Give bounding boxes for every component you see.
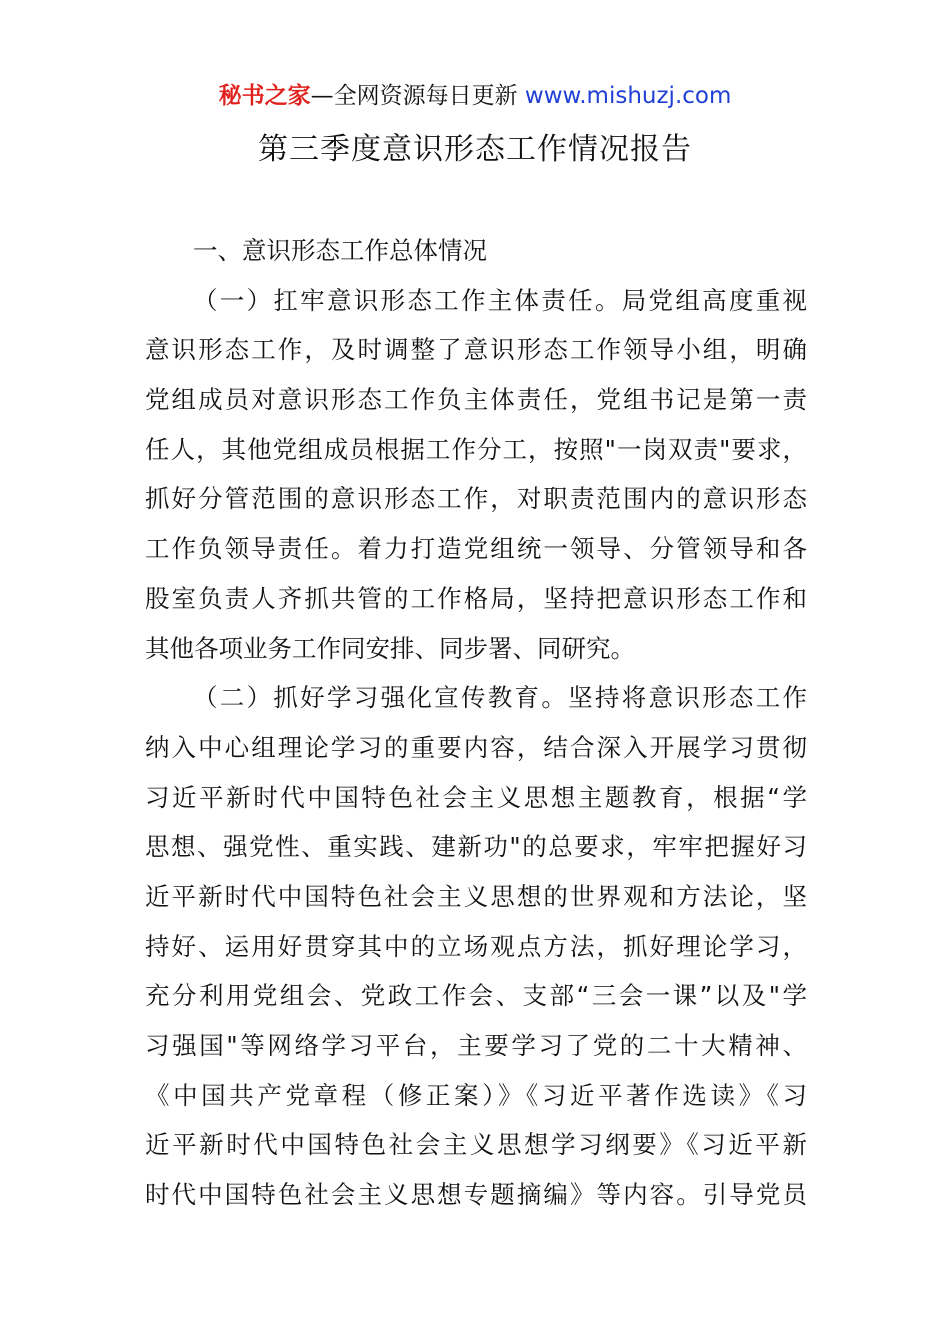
body-line: 近平新时代中国特色社会主义思想的世界观和方法论，坚 [145, 881, 807, 911]
body-line: 思想、强党性、重实践、建新功"的总要求，牢牢把握好习 [145, 832, 807, 862]
body-line: 其他各项业务工作同安排、同步署、同研究。 [145, 633, 635, 663]
header-slogan: —全网资源每日更新 [310, 83, 525, 109]
body-line: 时代中国特色社会主义思想专题摘编》等内容。引导党员 [145, 1180, 807, 1210]
body-line: 工作负领导责任。着力打造党组统一领导、分管领导和各 [145, 534, 807, 564]
document-title: 第三季度意识形态工作情况报告 [258, 132, 692, 167]
body-line: 一、意识形态工作总体情况 [193, 236, 487, 265]
body-line: 习近平新时代中国特色社会主义思想主题教育，根据“学 [145, 782, 807, 812]
site-url-link[interactable]: www.mishuzj.com [524, 83, 732, 109]
body-line: （二）抓好学习强化宣传教育。坚持将意识形态工作 [193, 683, 807, 713]
body-line: 纳入中心组理论学习的重要内容，结合深入开展学习贯彻 [145, 732, 807, 762]
body-line: 近平新时代中国特色社会主义思想学习纲要》《习近平新 [145, 1130, 807, 1160]
body-line: 充分利用党组会、党政工作会、支部“三会一课”以及"学 [145, 981, 807, 1011]
body-line: 党组成员对意识形态工作负主体责任，党组书记是第一责 [145, 385, 807, 415]
body-line: 股室负责人齐抓共管的工作格局，坚持把意识形态工作和 [145, 583, 807, 613]
document-body [145, 226, 807, 1220]
body-line: 意识形态工作，及时调整了意识形态工作领导小组，明确 [145, 335, 807, 365]
body-line: （一）扛牢意识形态工作主体责任。局党组高度重视 [193, 285, 807, 315]
body-line: 《中国共产党章程（修正案）》《习近平著作选读》《习 [145, 1080, 807, 1110]
brand-name: 秘书之家 [218, 83, 311, 109]
body-line: 持好、运用好贯穿其中的立场观点方法，抓好理论学习， [145, 931, 807, 961]
body-line: 习强国"等网络学习平台，主要学习了党的二十大精神、 [145, 1031, 807, 1060]
body-line: 抓好分管范围的意识形态工作，对职责范围内的意识形态 [145, 484, 807, 514]
site-header [0, 80, 950, 112]
body-line: 任人，其他党组成员根据工作分工，按照"一岗双责"要求， [145, 434, 807, 464]
